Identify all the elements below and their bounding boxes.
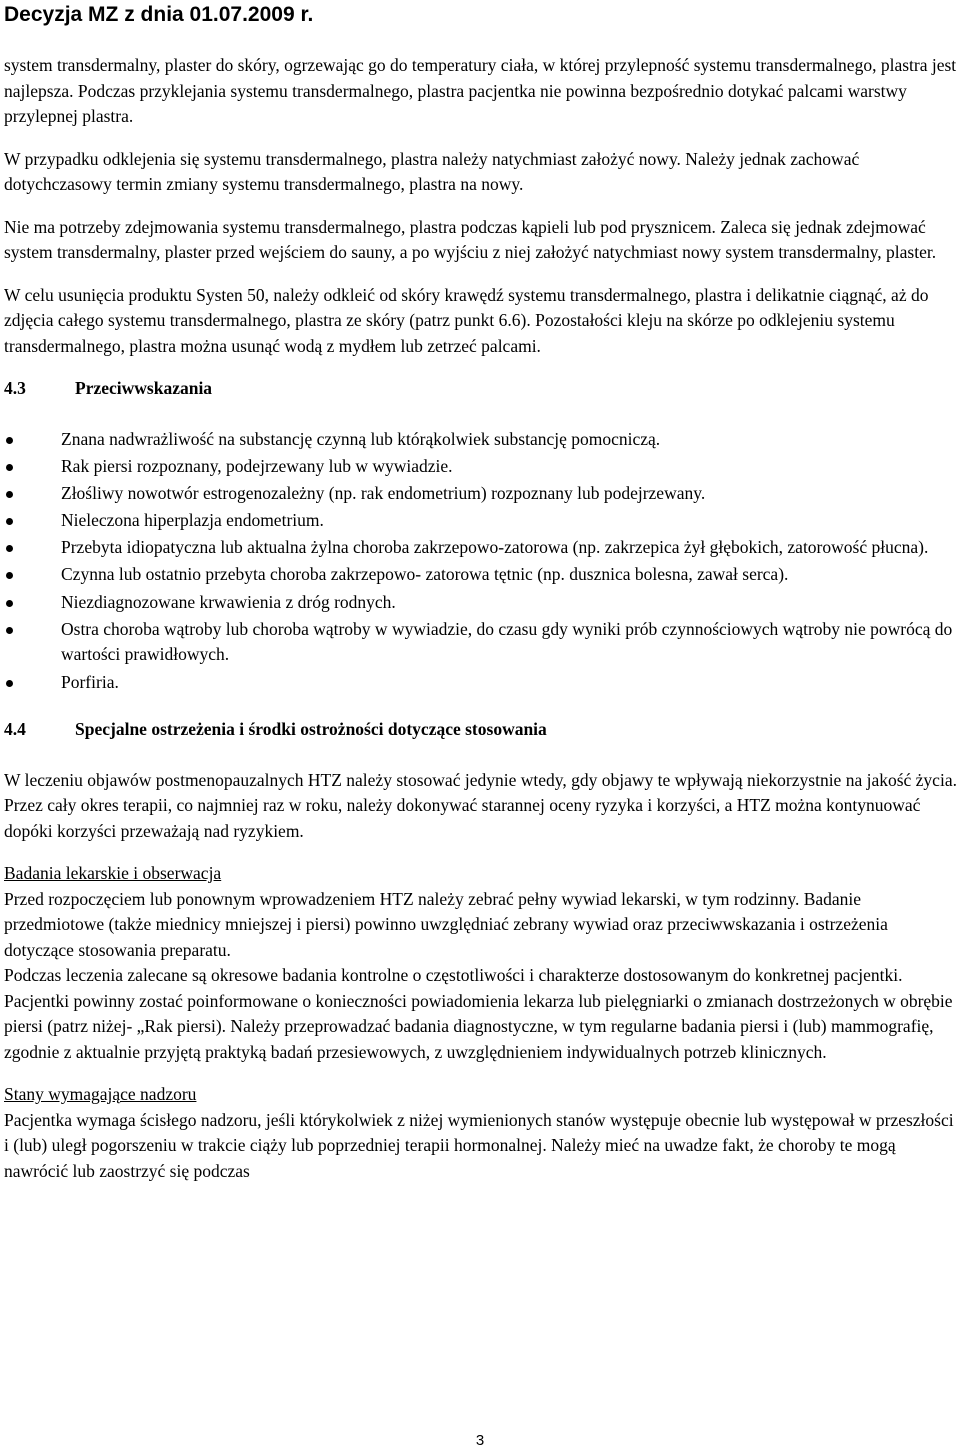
- bullet-icon: [6, 437, 13, 444]
- subsection-heading: Stany wymagające nadzoru: [4, 1084, 197, 1104]
- subsection-supervision: [4, 1082, 957, 1184]
- section-title: Specjalne ostrzeżenia i środki ostrożności dotyczące stosowania: [75, 719, 547, 739]
- bullet-icon: [6, 545, 13, 552]
- subsection-text: Przed rozpoczęciem lub ponownym wprowadzeniem HTZ należy zebrać pełny wywiad lekarski, w tym rodzinny. Badanie przedmiotowe (także miednicy mniejszej i piersi) powinno uwzględniać zebrany wywiad oraz przeciwwskazania i ostrzeżenia dotyczące stosowania preparatu.: [4, 888, 888, 960]
- document-header-title: Decyzja MZ z dnia 01.07.2009 r.: [4, 3, 314, 26]
- document-body: [4, 53, 957, 1201]
- bullet-icon: [6, 680, 13, 687]
- list-item: Ostra choroba wątroby lub choroba wątroby w wywiadzie, do czasu gdy wyniki prób czynnościowych wątroby nie powrócą do wartości prawidłowych.: [4, 617, 957, 668]
- paragraph-bathing: Nie ma potrzeby zdejmowania systemu transdermalnego, plastra podczas kąpieli lub pod prysznicem. Zaleca się jednak zdejmować system transdermalny, plaster przed wejściem do sauny, a po wyjściu z niej założyć natychmiast nowy system transdermalny, plaster.: [4, 216, 937, 262]
- page-number: 3: [475, 1432, 485, 1449]
- section-heading-4-4: [4, 717, 957, 743]
- paragraph-htz-intro: W leczeniu objawów postmenopauzalnych HTZ należy stosować jedynie wtedy, gdy objawy te wpływają niekorzystnie na jakość życia. Przez cały okres terapii, co najmniej raz w roku, należy dokonywać starannej oceny ryzyka i korzyści, a HTZ można kontynuować dopóki korzyści przeważają nad ryzykiem.: [4, 769, 957, 841]
- contraindications-list: [4, 427, 957, 696]
- bullet-icon: [6, 464, 13, 471]
- list-item: Rak piersi rozpoznany, podejrzewany lub w wywiadzie.: [4, 454, 957, 480]
- list-item: Nieleczona hiperplazja endometrium.: [4, 508, 957, 534]
- bullet-icon: [6, 572, 13, 579]
- section-heading-4-3: [4, 376, 957, 402]
- subsection-medical-exams: [4, 861, 957, 1065]
- list-item: Porfiria.: [4, 670, 957, 696]
- list-item: Niezdiagnozowane krwawienia z dróg rodnych.: [4, 590, 957, 616]
- list-item: Czynna lub ostatnio przebyta choroba zakrzepowo- zatorowa tętnic (np. dusznica bolesna, zawał serca).: [4, 562, 957, 588]
- subsection-heading: Badania lekarskie i obserwacja: [4, 863, 222, 883]
- paragraph-detachment: W przypadku odklejenia się systemu transdermalnego, plastra należy natychmiast założyć nowy. Należy jednak zachować dotychczasowy termin zmiany systemu transdermalnego, plastra na nowy.: [4, 148, 860, 194]
- list-item: Znana nadwrażliwość na substancję czynną lub którąkolwiek substancję pomocniczą.: [4, 427, 957, 453]
- bullet-icon: [6, 600, 13, 607]
- list-item: Przebyta idiopatyczna lub aktualna żylna choroba zakrzepowo-zatorowa (np. zakrzepica żył głębokich, zatorowość płucna).: [4, 535, 957, 561]
- bullet-icon: [6, 518, 13, 525]
- bullet-icon: [6, 491, 13, 498]
- paragraph-removal: W celu usunięcia produktu Systen 50, należy odkleić od skóry krawędź systemu transdermalnego, plastra i delikatnie ciągnąć, aż do zdjęcia całego systemu transdermalnego, plastra ze skóry (patrz punkt 6.6). Pozostałości kleju na skórze po odklejeniu systemu transdermalnego, plastra można usunąć wodą z mydłem lub zetrzeć palcami.: [4, 284, 929, 356]
- section-number: 4.4: [4, 719, 26, 739]
- section-title: Przeciwwskazania: [75, 378, 213, 398]
- subsection-text: Pacjentka wymaga ścisłego nadzoru, jeśli którykolwiek z niżej wymienionych stanów występuje obecnie lub występował w przeszłości i (lub) uległ pogorszeniu w trakcie ciąży lub poprzedniej terapii hormonalnej. Należy mieć na uwadze fakt, że choroby te mogą nawrócić lub zaostrzyć się podczas: [4, 1109, 954, 1181]
- list-item: Złośliwy nowotwór estrogenozależny (np. rak endometrium) rozpoznany lub podejrzewany.: [4, 481, 957, 507]
- paragraph-application: system transdermalny, plaster do skóry, ogrzewając go do temperatury ciała, w której przylepność systemu transdermalnego, plastra jest najlepsza. Podczas przyklejania systemu transdermalnego, plastra pacjentka nie powinna bezpośrednio dotykać palcami warstwy przylepnej plastra.: [4, 55, 957, 126]
- subsection-text: Podczas leczenia zalecane są okresowe badania kontrolne o częstotliwości i charakterze dostosowanym do konkretnej pacjentki. Pacjentki powinny zostać poinformowane o konieczności powiadomienia lekarza lub pielęgniarki o zmianach dostrzeżonych w obrębie piersi (patrz niżej- „Rak piersi). Należy przeprowadzać badania diagnostyczne, w tym regularne badania piersi i (lub) mammografię, zgodnie z aktualnie przyjętą praktyką badań przesiewowych, z uwzględnieniem indywidualnych potrzeb klinicznych.: [4, 965, 953, 1062]
- section-number: 4.3: [4, 378, 26, 398]
- bullet-icon: [6, 627, 13, 634]
